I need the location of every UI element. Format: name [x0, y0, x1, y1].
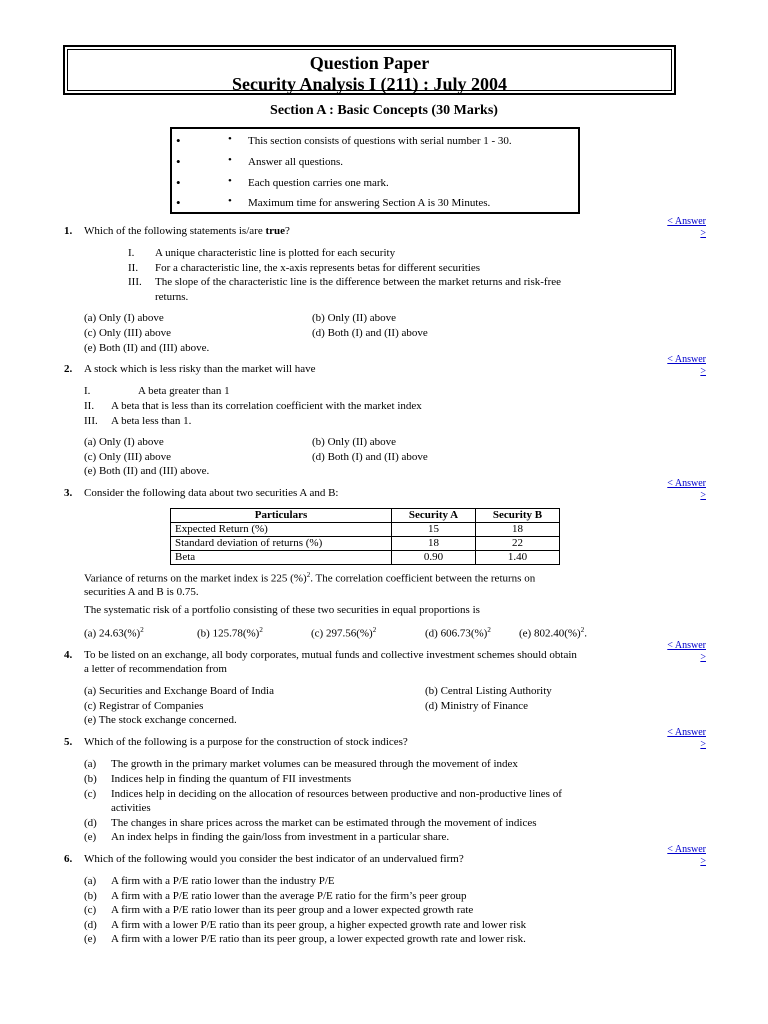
instructions-box: [170, 127, 580, 214]
question-number: 2.: [64, 363, 73, 375]
option-label: (c) 297.56(%): [311, 627, 373, 640]
table-header-cell: Security B: [476, 509, 560, 523]
question-text-line2: a letter of recommendation from: [84, 663, 227, 675]
statement-numeral: I.: [128, 247, 135, 259]
option-label: (b) 125.78(%): [197, 627, 260, 640]
answer-link-q2[interactable]: [654, 354, 706, 378]
question-text: To be listed on an exchange, all body corporates, mutual funds and collective investment schemes should obtain: [84, 649, 577, 661]
option-letter: (c): [84, 904, 97, 916]
bullet-icon: •: [176, 195, 181, 210]
table-cell: 18: [476, 523, 560, 537]
option-d[interactable]: (d) Both (I) and (II) above: [312, 451, 428, 463]
instruction-row: [172, 133, 578, 153]
option-letter: (d): [84, 919, 97, 931]
table-cell: Expected Return (%): [171, 523, 392, 537]
question-number: 6.: [64, 853, 73, 865]
superscript: 2: [306, 571, 311, 579]
statement-text: A beta greater than 1: [138, 385, 230, 397]
table-row: [171, 551, 560, 565]
systematic-risk-text: The systematic risk of a portfolio consisting of these two securities in equal proportions is: [84, 604, 480, 616]
answer-link-q4[interactable]: [654, 640, 706, 664]
answer-link-q3[interactable]: [654, 478, 706, 502]
instruction-row: [172, 154, 578, 174]
option-b[interactable]: [197, 626, 263, 640]
option-c[interactable]: Indices help in deciding on the allocation of resources between productive and non-productive lines of: [111, 788, 562, 800]
bullet-icon: •: [176, 175, 181, 190]
answer-link-label: < Answer: [667, 216, 706, 227]
option-letter: (a): [84, 875, 97, 887]
table-cell: 22: [476, 537, 560, 551]
table-cell: 1.40: [476, 551, 560, 565]
option-letter: (e): [84, 831, 97, 843]
option-a[interactable]: (a) Only (I) above: [84, 312, 164, 324]
instruction-text: Each question carries one mark.: [248, 177, 389, 189]
option-e[interactable]: [519, 626, 587, 640]
superscript: 2: [580, 626, 585, 634]
answer-link-q1[interactable]: [654, 216, 706, 240]
option-letter: (b): [84, 773, 97, 785]
table-cell: 15: [392, 523, 476, 537]
question-text: Which of the following is a purpose for the construction of stock indices?: [84, 736, 408, 748]
bullet-icon: •: [228, 175, 232, 187]
bullet-icon: •: [176, 133, 181, 148]
option-a[interactable]: (a) Securities and Exchange Board of India: [84, 685, 274, 697]
option-c[interactable]: (c) Only (III) above: [84, 327, 172, 339]
superscript: 2: [487, 626, 491, 634]
option-b[interactable]: (b) Central Listing Authority: [425, 685, 552, 697]
instruction-text: Maximum time for answering Section A is 30 Minutes.: [248, 197, 491, 209]
question-text-part: ?: [285, 225, 290, 237]
bullet-icon: •: [228, 133, 232, 145]
option-a[interactable]: (a) Only (I) above: [84, 436, 164, 448]
question-number: 3.: [64, 487, 73, 499]
section-heading: Section A : Basic Concepts (30 Marks): [270, 103, 498, 118]
option-letter: (c): [84, 788, 97, 800]
statement-numeral: I.: [84, 385, 91, 397]
statement-text: returns.: [155, 291, 189, 303]
option-e[interactable]: An index helps in finding the gain/loss from investment in a particular share.: [111, 831, 450, 843]
table-header-row: [171, 509, 560, 523]
question-number: 4.: [64, 649, 73, 661]
variance-text: [84, 571, 535, 585]
superscript: 2: [259, 626, 263, 634]
statement-numeral: III.: [84, 415, 98, 427]
answer-link-arrow: >: [700, 739, 706, 750]
statement-text: A beta that is less than its correlation coefficient with the market index: [111, 400, 422, 412]
option-d[interactable]: [425, 626, 491, 640]
instruction-row: [172, 175, 578, 195]
option-e[interactable]: A firm with a lower P/E ratio than its peer group, a lower expected growth rate and lower risk.: [111, 933, 526, 945]
superscript: 2: [140, 626, 144, 634]
question-number: 1.: [64, 225, 73, 237]
instruction-text: This section consists of questions with serial number 1 - 30.: [248, 135, 512, 147]
option-letter: (e): [84, 933, 97, 945]
option-b[interactable]: Indices help in finding the quantum of FII investments: [111, 773, 352, 785]
option-a[interactable]: A firm with a P/E ratio lower than the industry P/E: [111, 875, 335, 887]
table-header-cell: Particulars: [171, 509, 392, 523]
option-letter: (b): [84, 890, 97, 902]
page-title: Question Paper: [309, 53, 430, 73]
table-cell: Standard deviation of returns (%): [171, 537, 392, 551]
option-c-continued: activities: [111, 802, 151, 814]
answer-link-arrow: >: [700, 490, 706, 501]
option-d[interactable]: (d) Ministry of Finance: [425, 700, 528, 712]
option-e[interactable]: (e) Both (II) and (III) above.: [84, 465, 210, 477]
table-row: [171, 523, 560, 537]
superscript: 2: [372, 626, 377, 634]
option-d[interactable]: The changes in share prices across the market can be estimated through the movement of indices: [111, 817, 537, 829]
option-c[interactable]: [311, 626, 376, 640]
option-label: (a) 24.63(%): [84, 627, 141, 640]
answer-link-q6[interactable]: [654, 844, 706, 868]
option-b[interactable]: (b) Only (II) above: [312, 436, 396, 448]
table-cell: 0.90: [392, 551, 476, 565]
bullet-icon: •: [176, 154, 181, 169]
option-label: (e) 802.40(%): [519, 627, 581, 640]
table-cell: Beta: [171, 551, 392, 565]
securities-table: [170, 508, 560, 565]
statement-text: A beta less than 1.: [111, 415, 192, 427]
question-text-bold: true: [265, 225, 285, 237]
answer-link-arrow: >: [700, 366, 706, 377]
statement-numeral: III.: [128, 276, 142, 288]
question-number: 5.: [64, 736, 73, 748]
page-subtitle: Security Analysis I (211) : July 2004: [231, 74, 508, 94]
variance-text-part: . The correlation coefficient between the returns on: [310, 572, 536, 585]
answer-link-arrow: >: [700, 652, 706, 663]
answer-link-label: < Answer: [667, 844, 706, 855]
statement-text: For a characteristic line, the x-axis represents betas for different securities: [155, 262, 481, 274]
answer-link-label: < Answer: [667, 727, 706, 738]
option-e[interactable]: (e) The stock exchange concerned.: [84, 714, 237, 726]
answer-link-label: < Answer: [667, 478, 706, 489]
option-letter: (a): [84, 758, 97, 770]
option-b[interactable]: (b) Only (II) above: [312, 312, 396, 324]
option-b[interactable]: A firm with a P/E ratio lower than the average P/E ratio for the firm’s peer group: [111, 890, 467, 902]
variance-text-line2: securities A and B is 0.75.: [84, 586, 199, 598]
option-a[interactable]: [84, 626, 144, 640]
option-label-end: .: [584, 627, 587, 640]
instruction-row: [172, 195, 578, 215]
table-header-cell: Security A: [392, 509, 476, 523]
statement-numeral: II.: [128, 262, 139, 274]
answer-link-label: < Answer: [667, 354, 706, 365]
answer-link-q5[interactable]: [654, 727, 706, 751]
answer-link-arrow: >: [700, 856, 706, 867]
option-e[interactable]: (e) Both (II) and (III) above.: [84, 342, 210, 354]
statement-text: A unique characteristic line is plotted for each security: [155, 247, 396, 259]
bullet-icon: •: [228, 195, 232, 207]
question-text: A stock which is less risky than the market will have: [84, 363, 316, 375]
bullet-icon: •: [228, 154, 232, 166]
option-d[interactable]: (d) Both (I) and (II) above: [312, 327, 428, 339]
option-d[interactable]: A firm with a lower P/E ratio than its peer group, a higher expected growth rate and lower risk: [111, 919, 527, 931]
option-c[interactable]: (c) Registrar of Companies: [84, 700, 204, 712]
question-text-part: Which of the following statements is/are: [84, 225, 266, 237]
question-text: [84, 225, 290, 237]
table-cell: 18: [392, 537, 476, 551]
answer-link-arrow: >: [700, 228, 706, 239]
question-text: Which of the following would you consider the best indicator of an undervalued firm?: [84, 853, 464, 865]
statement-text: The slope of the characteristic line is the difference between the market returns and risk-free: [155, 276, 562, 288]
option-c[interactable]: (c) Only (III) above: [84, 451, 172, 463]
title-box: [63, 45, 676, 95]
instruction-text: Answer all questions.: [248, 156, 344, 168]
option-label: (d) 606.73(%): [425, 627, 488, 640]
option-letter: (d): [84, 817, 97, 829]
table-row: [171, 537, 560, 551]
question-text: Consider the following data about two securities A and B:: [84, 487, 339, 499]
option-c[interactable]: A firm with a P/E ratio lower than its peer group and a lower expected growth rate: [111, 904, 474, 916]
statement-numeral: II.: [84, 400, 95, 412]
option-a[interactable]: The growth in the primary market volumes can be measured through the movement of index: [111, 758, 518, 770]
answer-link-label: < Answer: [667, 640, 706, 651]
variance-text-part: Variance of returns on the market index is 225 (%): [84, 572, 307, 585]
